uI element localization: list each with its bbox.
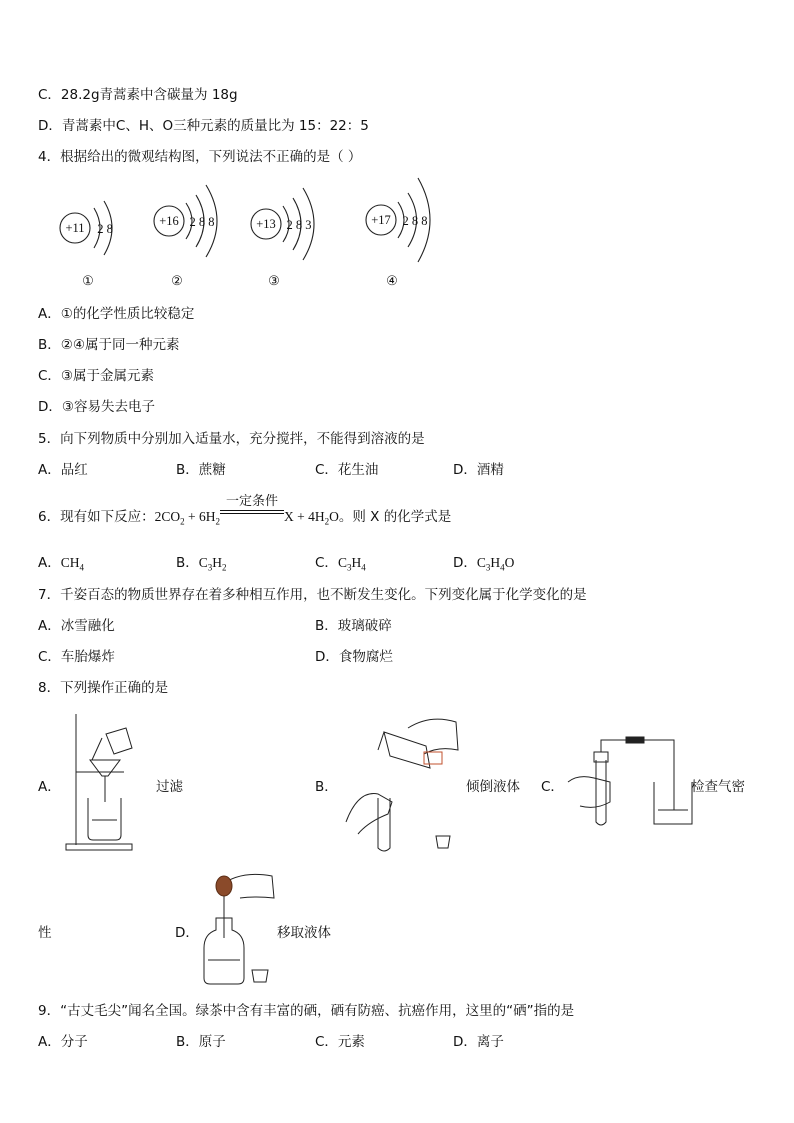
q6-option-a: A．$CH_4$ (38, 555, 85, 573)
q5-option-b: B．蔗糖 (176, 462, 226, 478)
filtration-illustration (62, 710, 142, 855)
atom-4-label: ④ (386, 273, 398, 288)
q5-option-d: D．酒精 (453, 462, 504, 478)
q4-stem: 4．根据给出的微观结构图，下列说法不正确的是（ ） (38, 149, 362, 165)
atom-4-nucleus: +17 (371, 213, 391, 227)
dropper-illustration (200, 868, 280, 988)
atom-4-shells: 2 8 8 (402, 214, 428, 228)
atom-2-label: ② (171, 273, 183, 288)
q4-option-c: C．③属于金属元素 (38, 368, 155, 384)
q5-stem: 5．向下列物质中分别加入适量水，充分搅拌，不能得到溶液的是 (38, 431, 425, 447)
q8-label-c-cont: 性 (38, 925, 52, 941)
q7-stem: 7．千姿百态的物质世界存在着多种相互作用，也不断发生变化。下列变化属于化学变化的是 (38, 587, 587, 603)
atom-2-shells: 2 8 8 (189, 215, 215, 229)
q6-option-c: C．$C_3H_4$ (315, 555, 366, 573)
q8-option-d: D． (175, 925, 199, 941)
q6-option-b: B．$C_3H_2$ (176, 555, 227, 573)
atom-1-nucleus: +11 (65, 221, 85, 235)
q7-option-c: C．车胎爆炸 (38, 649, 115, 665)
q5-option-a: A．品红 (38, 462, 88, 478)
q6-equation-right: $X + 4H_2O$ (283, 509, 339, 527)
q8-option-b: B． (315, 779, 338, 795)
q9-option-c: C．元素 (315, 1034, 365, 1050)
q7-option-b: B．玻璃破碎 (315, 618, 392, 634)
pouring-liquid-illustration (338, 710, 463, 855)
q8-option-a: A． (38, 779, 61, 795)
airtightness-check-illustration (566, 730, 696, 830)
atom-3-label: ③ (268, 273, 280, 288)
q6-condition: 一定条件 (225, 494, 278, 509)
q3-option-d: D．青蒿素中C、H、O三种元素的质量比为 15：22：5 (38, 118, 369, 134)
atom-3-nucleus: +13 (256, 217, 276, 231)
q8-stem: 8．下列操作正确的是 (38, 680, 169, 696)
q6-stem (38, 494, 452, 527)
q6-equation-arrow (220, 494, 284, 521)
q8-label-d: 移取液体 (277, 925, 331, 941)
q6-equation-left: $2CO_2 + 6H_2$ (154, 509, 220, 527)
q6-prefix: 6．现有如下反应： (38, 509, 155, 525)
q6-suffix: 。则 X 的化学式是 (338, 509, 452, 525)
atom-1-label: ① (82, 273, 94, 288)
q4-option-b: B．②④属于同一种元素 (38, 337, 180, 353)
atom-2-nucleus: +16 (159, 214, 179, 228)
q8-label-b: 倾倒液体 (466, 779, 520, 795)
q4-option-d: D．③容易失去电子 (38, 399, 155, 415)
q9-option-a: A．分子 (38, 1034, 88, 1050)
q9-option-d: D．离子 (453, 1034, 504, 1050)
q7-option-a: A．冰雪融化 (38, 618, 115, 634)
q4-option-a: A．①的化学性质比较稳定 (38, 306, 195, 322)
q7-option-d: D．食物腐烂 (315, 649, 393, 665)
atom-1-shells: 2 8 (97, 222, 113, 236)
atom-structure-diagrams (50, 170, 470, 290)
atom-3-shells: 2 8 3 (286, 218, 312, 232)
q6-option-d: D．$C_3H_4O$ (453, 555, 515, 573)
q9-option-b: B．原子 (176, 1034, 226, 1050)
q3-option-c: C．28.2g青蒿素中含碳量为 18g (38, 87, 238, 103)
q8-label-c: 检查气密 (691, 779, 745, 795)
q8-option-c: C． (541, 779, 564, 795)
q8-label-a: 过滤 (156, 779, 183, 795)
q9-stem: 9．“古丈毛尖”闻名全国。绿茶中含有丰富的硒，硒有防癌、抗癌作用，这里的“硒”指的是 (38, 1003, 575, 1019)
q5-option-c: C．花生油 (315, 462, 379, 478)
